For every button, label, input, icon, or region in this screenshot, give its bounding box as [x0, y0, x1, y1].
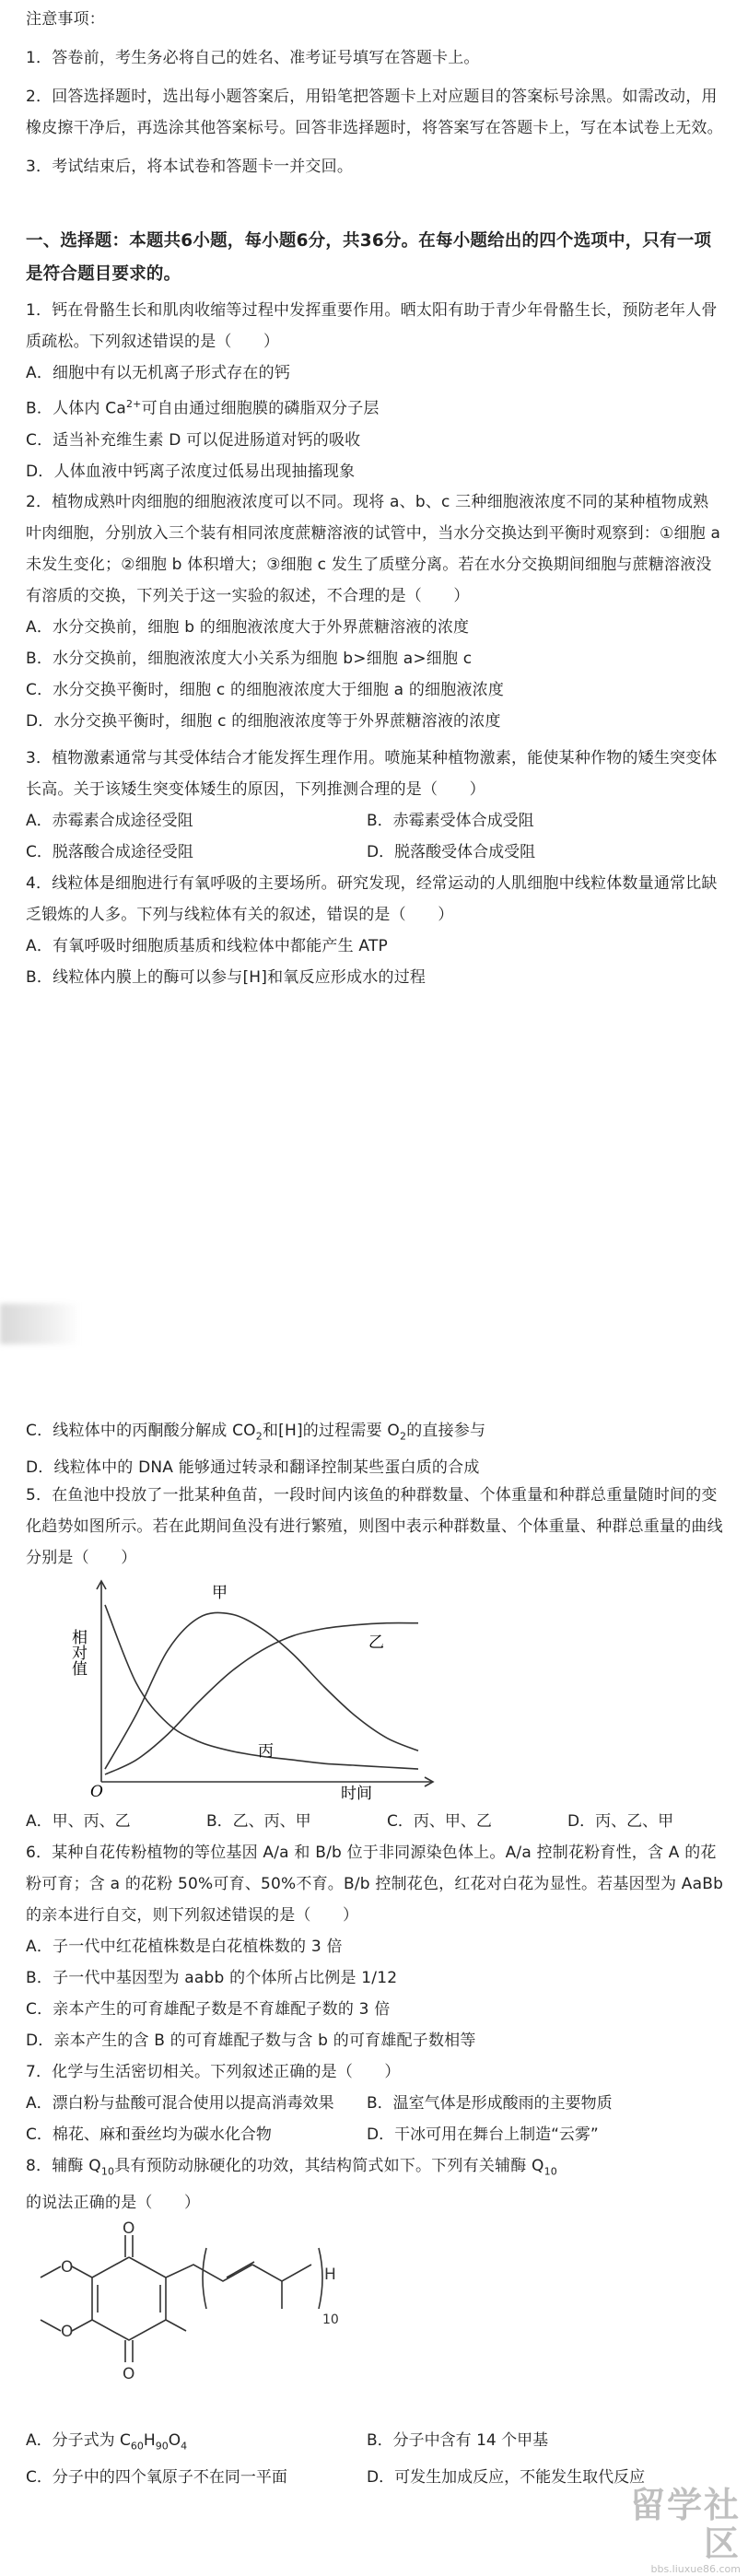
q8-stem: [26, 2150, 724, 2219]
q8-options-row-1: [26, 2425, 724, 2462]
question-2: [26, 486, 724, 737]
q4-c-sub2: 2: [399, 1430, 407, 1443]
q1-b-sup: 2+: [125, 398, 142, 410]
watermark-title: 留学社区: [629, 2484, 741, 2564]
q5-option-c[interactable]: C．丙、甲、乙: [387, 1812, 492, 1831]
q3-option-a[interactable]: A．赤霉素合成途径受阻: [26, 812, 193, 830]
q1-stem: 1．钙在骨骼生长和肌肉收缩等过程中发挥重要作用。晒太阳有助于青少年骨骼生长，预防老年人骨质疏松。下列叙述错误的是（ ）: [26, 301, 718, 351]
x-axis-label: 时间: [341, 1785, 372, 1802]
q4-option-d[interactable]: D．线粒体中的 DNA 能够通过转录和翻译控制某些蛋白质的合成: [26, 1458, 480, 1478]
section-heading-block: [26, 225, 724, 291]
watermark-url: bbs.liuxue86.com: [650, 2563, 741, 2575]
watermark-logo: [621, 2484, 741, 2575]
q4-option-a[interactable]: A．有氧呼吸时细胞质基质和线粒体中都能产生 ATP: [26, 937, 388, 955]
q8-a-m1: H: [143, 2431, 156, 2450]
hydrogen-label: H: [324, 2266, 336, 2284]
q7-options-row-2: [26, 2119, 724, 2150]
q4-c-sub1: 2: [255, 1430, 263, 1443]
blurred-artifact: [0, 1304, 81, 1344]
q8-options: [26, 2425, 724, 2493]
q5-options: [26, 1806, 724, 1837]
notice-title: 注意事项：: [26, 10, 105, 29]
q8-stem-pre: 8．辅酶 Q: [26, 2157, 101, 2175]
question-8: [26, 2150, 724, 2219]
repeat-bracket: [203, 2248, 322, 2309]
question-6: [26, 1837, 724, 2056]
q8-a-s1: 60: [130, 2440, 144, 2453]
q5-chart: [64, 1574, 451, 1802]
q8-structure-diagram: [18, 2220, 461, 2386]
q1-option-a[interactable]: A．细胞中有以无机离子形式存在的钙: [26, 364, 291, 382]
q6-option-c[interactable]: C．亲本产生的可育雄配子数是不育雄配子数的 3 倍: [26, 2000, 391, 2019]
q8-option-c[interactable]: C．分子中的四个氧原子不在同一平面: [26, 2468, 287, 2488]
svg-text:O: O: [123, 2365, 135, 2383]
q8-option-d[interactable]: D．可发生加成反应，不能发生取代反应: [367, 2468, 646, 2488]
curve-label-bing: 丙: [258, 1742, 274, 1761]
q7-option-d[interactable]: D．干冰可用在舞台上制造“云雾”: [367, 2125, 599, 2144]
q6-option-d[interactable]: D．亲本产生的含 B 的可育雄配子数与含 b 的可育雄配子数相等: [26, 2032, 476, 2050]
svg-text:O: O: [61, 2323, 74, 2341]
q8-options-row-2: [26, 2462, 724, 2493]
q4-c-mid: 和[H]的过程需要 O: [262, 1422, 400, 1440]
q3-options-row-2: [26, 837, 724, 868]
y-axis-label: 相对值: [68, 1629, 87, 1676]
q5-option-b[interactable]: B．乙、丙、甲: [206, 1812, 311, 1831]
q8-option-a[interactable]: [26, 2425, 367, 2462]
q8-stem-post: 的说法正确的是（ ）: [26, 2194, 201, 2213]
q4-stem: 4．线粒体是细胞进行有氧呼吸的主要场所。研究发现，经常运动的人肌细胞中线粒体数量通常比缺乏锻炼的人多。下列与线粒体有关的叙述，错误的是（ ）: [26, 874, 718, 924]
q5-option-d[interactable]: D．丙、乙、甲: [567, 1812, 674, 1831]
q2-option-a[interactable]: A．水分交换前，细胞 b 的细胞液浓度大于外界蔗糖溶液的浓度: [26, 618, 470, 637]
svg-text:O: O: [61, 2258, 74, 2277]
q3-stem: 3．植物激素通常与其受体结合才能发挥生理作用。喷施某种植物激素，能使某种作物的矮生突变体长高。关于该矮生突变体矮生的原因，下列推测合理的是（ ）: [26, 749, 718, 799]
q3-option-c[interactable]: C．脱落酸合成途径受阻: [26, 843, 193, 861]
question-7: [26, 2056, 724, 2150]
q2-option-d[interactable]: D．水分交换平衡时，细胞 c 的细胞液浓度等于外界蔗糖溶液的浓度: [26, 712, 501, 731]
q7-option-c[interactable]: C．棉花、麻和蚕丝均为碳水化合物: [26, 2125, 272, 2144]
q8-stem-mid: 具有预防动脉硬化的功效，其结构简式如下。下列有关辅酶 Q: [114, 2157, 544, 2175]
q1-b-post: 可自由通过细胞膜的磷脂双分子层: [141, 399, 380, 418]
notice-item-1: 1．答卷前，考生务必将自己的姓名、准考证号填写在答题卡上。: [26, 49, 480, 67]
q8-stem-sub2: 10: [543, 2165, 558, 2178]
q1-option-b[interactable]: [26, 389, 724, 425]
question-1: [26, 295, 724, 487]
curve-label-jia: 甲: [212, 1584, 228, 1602]
curve-label-yi: 乙: [368, 1633, 384, 1652]
q4-c-post: 的直接参与: [406, 1422, 486, 1440]
q6-option-b[interactable]: B．子一代中基因型为 aabb 的个体所占比例是 1/12: [26, 1969, 398, 1987]
question-4-continued: [26, 1415, 724, 1483]
q2-option-b[interactable]: B．水分交换前，细胞液浓度大小关系为细胞 b>细胞 a>细胞 c: [26, 650, 473, 668]
q8-stem-sub1: 10: [100, 2165, 115, 2178]
notice-item-2: 2．回答选择题时，选出每小题答案后，用铅笔把答题卡上对应题目的答案标号涂黑。如需改动，用橡皮擦干净后，再选涂其他答案标号。回答非选择题时，将答案写在答题卡上，写在本试卷上无效。: [26, 88, 723, 137]
notice-block: [26, 4, 724, 182]
question-5: [26, 1480, 724, 1574]
q3-options-row-1: [26, 805, 724, 837]
q1-option-c[interactable]: C．适当补充维生素 D 可以促进肠道对钙的吸收: [26, 430, 361, 450]
q1-b-pre: B．人体内 Ca: [26, 399, 126, 418]
q3-option-d[interactable]: D．脱落酸受体合成受阻: [367, 843, 536, 861]
q4-option-c[interactable]: [26, 1415, 724, 1452]
q4-option-b[interactable]: B．线粒体内膜上的酶可以参与[H]和氧反应形成水的过程: [26, 968, 427, 987]
q8-option-b[interactable]: B．分子中含有 14 个甲基: [367, 2431, 549, 2450]
notice-item-3: 3．考试结束后，将本试卷和答题卡一并交回。: [26, 158, 354, 176]
q7-options-row-1: [26, 2088, 724, 2119]
question-4: [26, 868, 724, 993]
q8-a-s2: 90: [155, 2440, 169, 2453]
q5-stem: 5．在鱼池中投放了一批某种鱼苗，一段时间内该鱼的种群数量、个体重量和种群总重量随时间的变化趋势如图所示。若在此期间鱼没有进行繁殖，则图中表示种群数量、个体重量、种群总重量的曲线分别是（ ）: [26, 1486, 723, 1567]
q5-option-a[interactable]: A．甲、丙、乙: [26, 1812, 131, 1831]
q7-option-a[interactable]: A．漂白粉与盐酸可混合使用以提高消毒效果: [26, 2094, 334, 2113]
q8-a-s3: 4: [181, 2440, 188, 2453]
q8-a-m2: O: [168, 2431, 181, 2450]
repeat-count-label: 10: [322, 2313, 339, 2327]
q1-option-d[interactable]: D．人体血液中钙离子浓度过低易出现抽搐现象: [26, 462, 356, 481]
svg-text:O: O: [123, 2220, 135, 2238]
q3-option-b[interactable]: B．赤霉素受体合成受阻: [367, 812, 534, 830]
q7-option-b[interactable]: B．温室气体是形成酸雨的主要物质: [367, 2094, 613, 2113]
q6-option-a[interactable]: A．子一代中红花植株数是白花植株数的 3 倍: [26, 1938, 343, 1956]
q4-c-pre: C．线粒体中的丙酮酸分解成 CO: [26, 1422, 256, 1440]
q7-stem: 7．化学与生活密切相关。下列叙述正确的是（ ）: [26, 2063, 401, 2081]
q2-stem: 2．植物成熟叶肉细胞的细胞液浓度可以不同。现将 a、b、c 三种细胞液浓度不同的某种植物成熟叶肉细胞，分别放入三个装有相同浓度蔗糖溶液的试管中，当水分交换达到平衡时观察到：①细胞 a 未发生变化；②细胞 b 体积增大；③细胞 c 发生了质壁分离。若在水分交换期间细胞与蔗糖溶液没有溶质的交换，下列关于这一实验的叙述，不合理的是（ ）: [26, 493, 721, 605]
q6-stem: 6．某种自花传粉植物的等位基因 A/a 和 B/b 位于非同源染色体上。A/a 控制花粉育性，含 A 的花粉可育；含 a 的花粉 50%可育、50%不育。B/b 控制花色，红花对白花为显性。若基因型为 AaBb 的亲本进行自交，则下列叙述错误的是（ ）: [26, 1844, 724, 1925]
question-3: [26, 743, 724, 868]
quinone-ring: [41, 2235, 311, 2362]
section-heading: 一、选择题：本题共6小题，每小题6分，共36分。在每小题给出的四个选项中，只有一项是符合题目要求的。: [26, 231, 712, 284]
q8-a-pre: A．分子式为 C: [26, 2431, 131, 2450]
q5-options-row: [26, 1806, 724, 1837]
origin-label: O: [90, 1783, 103, 1801]
q2-option-c[interactable]: C．水分交换平衡时，细胞 c 的细胞液浓度大于细胞 a 的细胞液浓度: [26, 681, 505, 699]
